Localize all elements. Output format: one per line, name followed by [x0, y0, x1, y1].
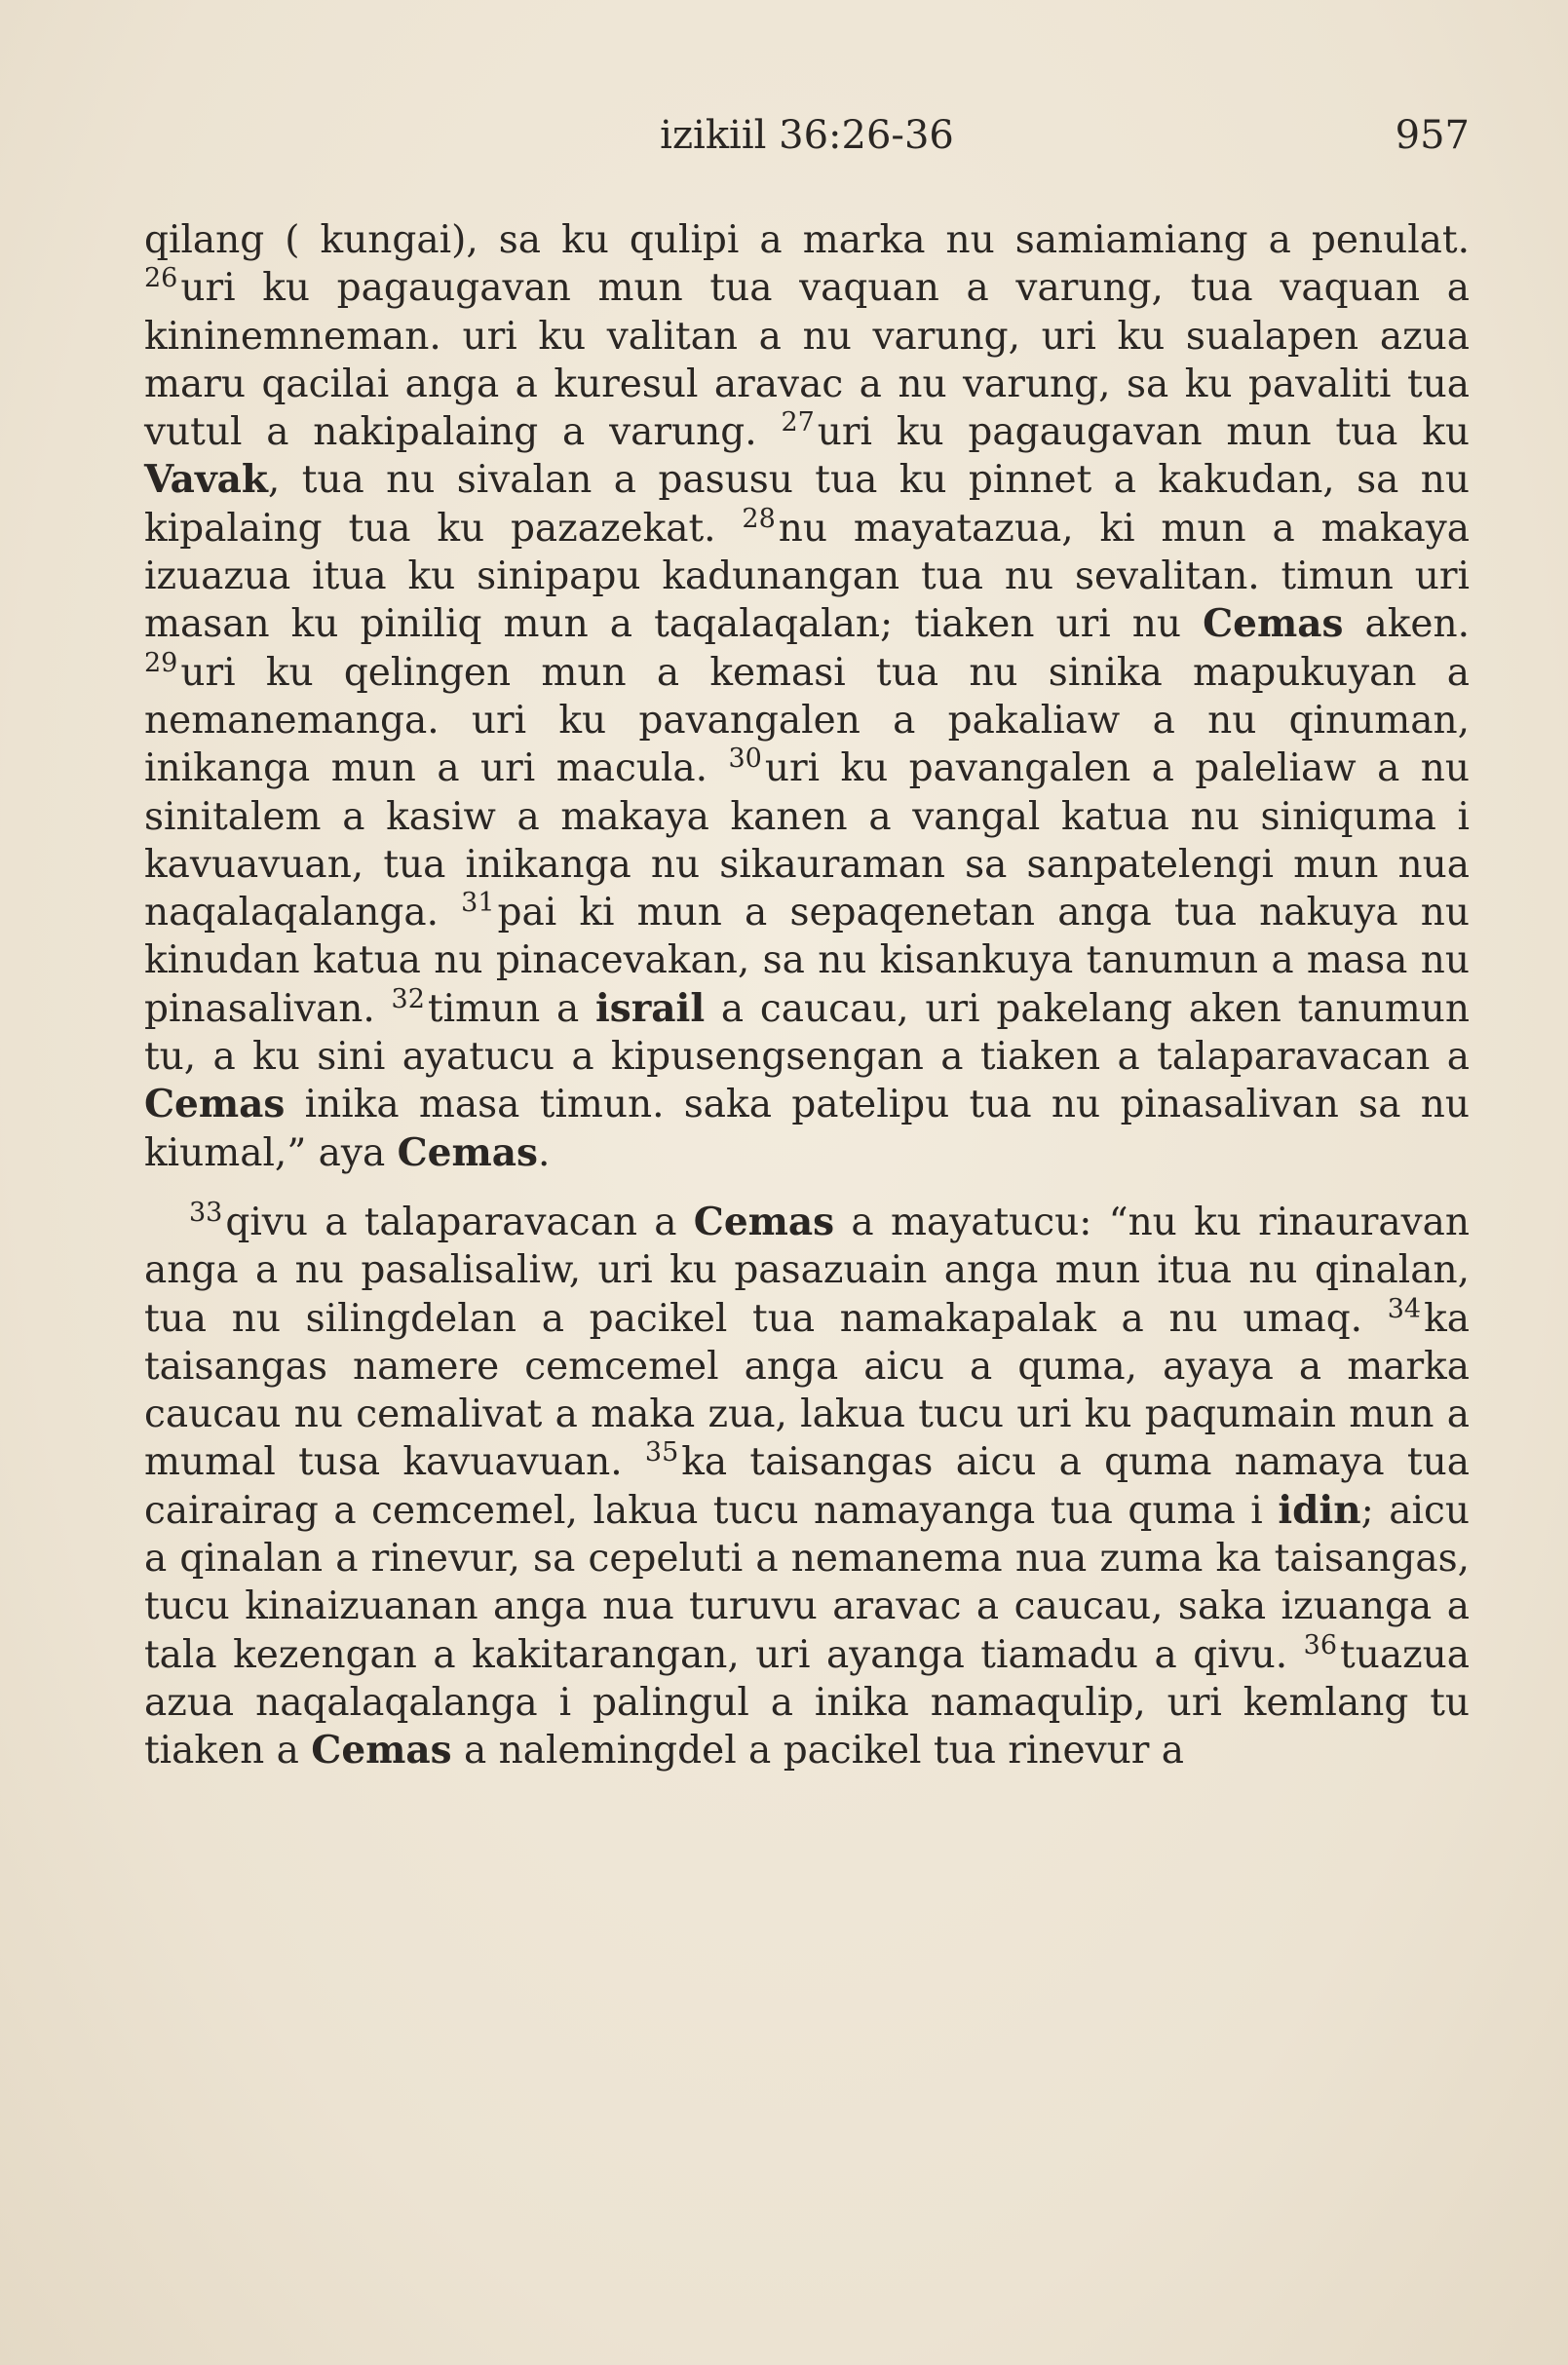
paragraph: [144, 1199, 1470, 1775]
body-text: [144, 216, 1470, 1775]
text-run: pai ki mun a sepaqenetan anga tua nakuya nu kinudan katua nu pinacevakan, sa nu kisankuya tanumun a masa nu pinasalivan.: [144, 891, 1470, 1031]
verse-number: 36: [1303, 1629, 1338, 1660]
text-run: ka taisangas aicu a quma namaya tua cairairag a cemcemel, lakua tucu namayanga tua quma i: [144, 1440, 1470, 1533]
verse-number: 28: [742, 503, 776, 534]
text-run: a nalemingdel a pacikel tua rinevur a: [451, 1729, 1185, 1774]
text-run: uri ku pagaugavan mun tua vaquan a varung, tua vaquan a kininemneman. uri ku valitan a nu varung, uri ku sualapen azua maru qacilai anga a kuresul aravac a nu varung, sa ku pavaliti tua vutul a nakipalaing a varung.: [144, 266, 1470, 455]
verse-number: 29: [144, 647, 178, 678]
paragraph: [144, 216, 1470, 1177]
verse-number: 26: [144, 263, 178, 294]
verse-number: 27: [781, 407, 815, 439]
text-run: ka taisangas namere cemcemel anga aicu a quma, ayaya a marka caucau nu cemalivat a maka zua, lakua tucu uri ku paqumain mun a mumal tusa kavuavuan.: [144, 1296, 1470, 1485]
bold-term: Cemas: [144, 1082, 286, 1127]
text-run: a caucau, uri pakelang aken tanumun tu, a ku sini ayatucu a kipusengsengan a tiaken a talaparavacan a: [144, 986, 1470, 1080]
verse-number: 35: [644, 1437, 679, 1469]
text-run: ; aicu a qinalan a rinevur, sa cepeluti a nemanema nua zuma ka taisangas, tucu kinaizuanan anga nua turuvu aravac a caucau, saka izuanga a tala kezengan a kakitarangan, uri ayanga tiamadu a qivu.: [144, 1488, 1470, 1677]
running-head: izikiil 36:26-36: [660, 113, 954, 158]
text-run: inika masa timun. saka patelipu tua nu pinasalivan sa nu kiumal,” aya: [144, 1083, 1470, 1175]
verse-number: 30: [728, 744, 762, 775]
text-run: aken.: [1343, 602, 1470, 647]
text-run: tuazua azua naqalaqalanga i palingul a inika namaqulip, uri kemlang tu tiaken a: [144, 1632, 1470, 1774]
bold-term: Cemas: [1203, 601, 1344, 647]
bold-term: idin: [1278, 1487, 1361, 1533]
text-run: nu mayatazua, ki mun a makaya izuazua itua ku sinipapu kadunangan tua nu sevalitan. timun uri masan ku piniliq mun a taqalaqalan; tiaken uri nu: [144, 506, 1470, 647]
text-run: .: [537, 1130, 551, 1175]
page-number: 957: [1395, 113, 1470, 158]
text-run: qilang ( kungai), sa ku qulipi a marka nu samiamiang a penulat.: [144, 218, 1470, 262]
verse-number: 32: [391, 983, 425, 1014]
text-run: uri ku qelingen mun a kemasi tua nu sinika mapukuyan a nemanemanga. uri ku pavangalen a pakaliaw a nu qinuman, inikanga mun a uri macula.: [144, 650, 1470, 791]
text-run: qivu a talaparavacan a: [225, 1200, 694, 1244]
verse-number: 33: [189, 1197, 223, 1228]
verse-number: 34: [1387, 1293, 1422, 1324]
bold-term: Vavak: [144, 457, 268, 503]
text-run: timun a: [427, 986, 595, 1031]
page-header: [144, 107, 1470, 166]
text-run: uri ku pavangalen a paleliaw a nu sinitalem a kasiw a makaya kanen a vangal katua nu siniquma i kavuavuan, tua inikanga nu sikauraman sa sanpatelengi mun nua naqalaqalanga.: [144, 746, 1470, 935]
text-run: uri ku pagaugavan mun tua ku: [817, 410, 1470, 455]
text-run: a mayatucu: “nu ku rinauravan anga a nu pasalisaliw, uri ku pasazuain anga mun itua nu qinalan, tua nu silingdelan a pacikel tua namakapalak a nu umaq.: [144, 1200, 1470, 1341]
bold-term: israil: [594, 985, 706, 1031]
text-run: , tua nu sivalan a pasusu tua ku pinnet a kakudan, sa nu kipalaing tua ku pazazekat.: [144, 458, 1470, 551]
bold-term: Cemas: [693, 1199, 835, 1244]
verse-number: 31: [461, 888, 495, 919]
bold-term: Cemas: [311, 1728, 452, 1774]
bold-term: Cemas: [397, 1129, 538, 1175]
